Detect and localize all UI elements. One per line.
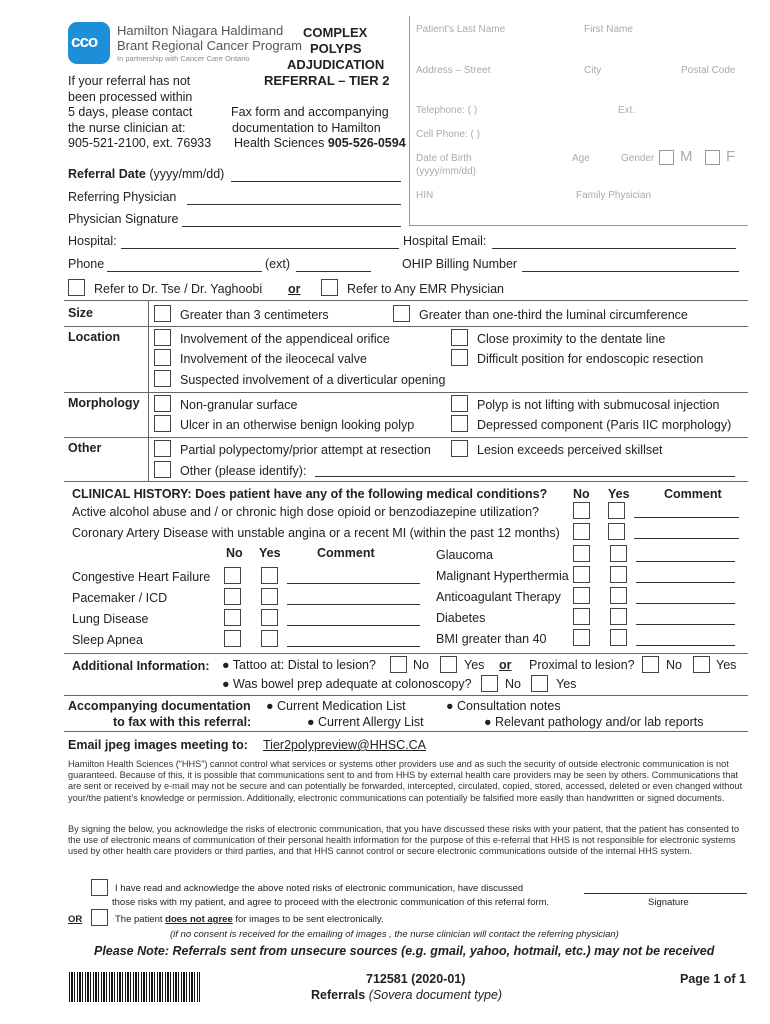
clinical-comment-header: Comment [664,487,722,501]
ohip-input[interactable] [522,271,739,272]
consent-or: OR [68,914,83,925]
q1-comment-input[interactable] [634,517,739,518]
docs-label-1: Accompanying documentation [68,699,251,713]
location-d-label: Difficult position for endoscopic resection [477,352,704,366]
morphology-label: Morphology [68,396,140,410]
lung-no-checkbox[interactable] [224,609,241,626]
ohip-label: OHIP Billing Number [402,257,518,271]
hyperthermia-yes-checkbox[interactable] [610,566,627,583]
hospital-email-input[interactable] [492,248,736,249]
location-b-label: Close proximity to the dentate line [477,332,666,346]
acknowledge-line1: I have read and acknowledge the above noted risks of electronic communication, have discussed [115,883,524,894]
contact-l1: If your referral has not [68,74,191,88]
logo-line2: Brant Regional Cancer Program [117,38,302,53]
clinical-q2: Coronary Artery Disease with unstable angina or a recent MI (within the past 12 months) [72,526,560,540]
anticoagulant-comment-input[interactable] [636,603,735,604]
referral-date-input[interactable] [231,181,401,182]
title-line3: ADJUDICATION [287,57,385,72]
patient-address[interactable]: Address – Street [416,65,491,76]
title-line4: REFERRAL – TIER 2 [264,73,390,88]
location-c-label: Involvement of the ileocecal valve [180,352,367,366]
left-no-header: No [226,546,243,560]
patient-telephone[interactable]: Telephone: ( ) [416,105,478,116]
doc-type-bold: Referrals [311,988,366,1002]
hospital-email-label: Hospital Email: [403,234,487,248]
title-line1: COMPLEX [303,25,368,40]
q2-yes-checkbox[interactable] [608,523,625,540]
logo-line3: In partnership with Cancer Care Ontario [117,54,250,63]
not-agree-pre: The patient [115,914,166,925]
docs-consultation: ● Consultation notes [446,699,561,713]
proximal-yes-label: Yes [716,658,737,672]
form-code: 712581 (2020-01) [366,972,466,986]
disclaimer-electronic: Hamilton Health Sciences (“HHS”) cannot control what services or systems other providers use and as such the security of outside electronic communication is not guaranteed. Because of this, it is possible that communications sent to and from HHS by external health care providers may be seen by others. Communications that are sent or received by e-mail may not be secure and can potentially be forwarded, intercepted, circulated, copied, stored, accessed, deleted or even changed without your/the patient’s knowledge or permission. Additionally, electronic communications can potentially be falsified more easily than handwritten or signed documents. [68,759,743,803]
distal-no-checkbox[interactable] [390,656,407,673]
pacemaker-comment-input[interactable] [287,604,420,605]
refer-emr-label: Refer to Any EMR Physician [347,282,505,296]
cco-logo [68,22,110,64]
not-agree-post: for images to be sent electronically. [232,914,384,925]
doc-type-italic: (Sovera document type) [368,988,503,1002]
document-type [311,988,502,1002]
phone-ext-input[interactable] [296,271,371,272]
bmi-yes-checkbox[interactable] [610,629,627,646]
left-comment-header: Comment [317,546,375,560]
refer-tse-checkbox[interactable] [68,279,85,296]
location-e-label: Suspected involvement of a diverticular opening [180,373,446,387]
contact-l4: the nurse clinician at: [68,120,186,135]
patient-family-physician[interactable]: Family Physician [576,190,652,201]
condition-pacemaker: Pacemaker / ICD [72,591,168,605]
clinical-q1: Active alcohol abuse and / or chronic high dose opioid or benzodiazepine utilization? [72,505,539,519]
phone-ext-label: (ext) [265,257,290,271]
contact-l5: 905-521-2100, ext. 76933 [68,136,212,150]
email-label: Email jpeg images meeting to: [68,738,248,752]
gender-m-label: M [680,148,693,165]
q2-comment-input[interactable] [634,538,739,539]
left-yes-header: Yes [259,546,281,560]
clinical-yes-header: Yes [608,487,630,501]
condition-glaucoma: Glaucoma [436,548,493,562]
condition-chf: Congestive Heart Failure [72,570,211,584]
location-e-checkbox[interactable] [154,370,171,387]
acknowledge-checkbox[interactable] [91,879,108,896]
condition-sleep-apnea: Sleep Apnea [72,633,143,647]
lung-yes-checkbox[interactable] [261,609,278,626]
pacemaker-no-checkbox[interactable] [224,588,241,605]
anticoagulant-yes-checkbox[interactable] [610,587,627,604]
morphology-a-label: Non-granular surface [180,398,298,412]
other-b-checkbox[interactable] [451,440,468,457]
refer-tse-label: Refer to Dr. Tse / Dr. Yaghoobi [94,282,263,296]
proximal-label: Proximal to lesion? [529,658,635,672]
q2-no-checkbox[interactable] [573,523,590,540]
lung-comment-input[interactable] [287,625,420,626]
prep-no-checkbox[interactable] [481,675,498,692]
location-a-label: Involvement of the appendiceal orifice [180,332,390,346]
contact-l3: 5 days, please contact [68,105,193,119]
distal-yes-label: Yes [464,658,485,672]
bmi-no-checkbox[interactable] [573,629,590,646]
proximal-yes-checkbox[interactable] [693,656,710,673]
refer-or: or [288,282,301,296]
prep-yes-checkbox[interactable] [531,675,548,692]
additional-or: or [499,658,512,672]
fax-l1: Fax form and accompanying [231,105,389,119]
sleep-yes-checkbox[interactable] [261,630,278,647]
gender-f-label: F [726,148,736,165]
patient-city[interactable]: City [584,65,602,76]
docs-medication: ● Current Medication List [266,699,406,713]
referral-date-format: (yyyy/mm/dd) [149,167,225,181]
disclaimer-consent: By signing the below, you acknowledge the risks of electronic communication, that you have discussed these risks with your patient, that the patient has consented to the use of electronic means of communication of their personal health information for the purpose of this e-referral that HHS is not responsible for electronic systems used by other health care providers or third parties, and that HHS cannot control or secure electronic communications outside of the internal HHS system. [68,824,740,857]
patient-first-name[interactable]: First Name [584,24,633,35]
hyperthermia-no-checkbox[interactable] [573,566,590,583]
gender-f-checkbox[interactable] [705,150,720,165]
contact-l2: been processed within [68,89,193,104]
location-label: Location [68,330,121,344]
fax-l3: Health Sciences [234,136,325,150]
glaucoma-yes-checkbox[interactable] [610,545,627,562]
hospital-input[interactable] [121,248,399,249]
glaucoma-no-checkbox[interactable] [573,545,590,562]
morphology-c-checkbox[interactable] [154,415,171,432]
hyperthermia-comment-input[interactable] [636,582,735,583]
page-number: Page 1 of 1 [680,972,746,986]
condition-diabetes: Diabetes [436,611,486,625]
patient-cell[interactable]: Cell Phone: ( ) [416,129,480,140]
diabetes-no-checkbox[interactable] [573,608,590,625]
email-address[interactable]: Tier2polypreview@HHSC.CA [263,738,426,752]
physician-signature-label: Physician Signature [68,212,179,226]
refer-emr-checkbox[interactable] [321,279,338,296]
size-a-checkbox[interactable] [154,305,171,322]
chf-no-checkbox[interactable] [224,567,241,584]
chf-comment-input[interactable] [287,583,420,584]
location-d-checkbox[interactable] [451,349,468,366]
clinical-heading: CLINICAL HISTORY: Does patient have any of the following medical conditions? [72,487,548,501]
size-label: Size [68,306,94,320]
patient-postal[interactable]: Postal Code [681,65,736,76]
chf-yes-checkbox[interactable] [261,567,278,584]
barcode [69,972,200,1002]
location-b-checkbox[interactable] [451,329,468,346]
other-label: Other [68,441,102,455]
clinical-no-header: No [573,487,590,501]
divider [64,695,748,696]
divider [64,731,748,732]
prep-yes-label: Yes [556,677,577,691]
other-c-checkbox[interactable] [154,461,171,478]
gender-m-checkbox[interactable] [659,150,674,165]
not-agree-text [115,914,384,925]
patient-age[interactable]: Age [572,153,590,164]
other-a-label: Partial polypectomy/prior attempt at resection [180,443,431,457]
patient-dob-format: (yyyy/mm/dd) [416,166,476,177]
morphology-c-label: Ulcer in an otherwise benign looking polyp [180,418,415,432]
patient-last-name[interactable]: Patient's Last Name [416,24,506,35]
referral-date-field [68,167,224,181]
tattoo-distal-label: ● Tattoo at: Distal to lesion? [222,658,376,672]
signature-input[interactable] [584,893,747,894]
location-a-checkbox[interactable] [154,329,171,346]
referring-physician-label: Referring Physician [68,190,177,204]
acknowledge-line2: those risks with my patient, and agree to proceed with the electronic communication of this referral form. [112,897,550,908]
docs-allergy: ● Current Allergy List [307,715,424,729]
row-divider [64,326,748,327]
condition-hyperthermia: Malignant Hyperthermia [436,569,569,583]
referring-physician-input[interactable] [187,204,401,205]
condition-bmi: BMI greater than 40 [436,632,547,646]
distal-no-label: No [413,658,429,672]
fax-number: 905-526-0594 [327,136,406,150]
size-b-label: Greater than one-third the luminal circumference [419,308,688,322]
row-divider [64,392,748,393]
morphology-b-label: Polyp is not lifting with submucosal injection [477,398,720,412]
pacemaker-yes-checkbox[interactable] [261,588,278,605]
location-c-checkbox[interactable] [154,349,171,366]
unsecure-warning: Please Note: Referrals sent from unsecure sources (e.g. gmail, yahoo, hotmail, etc.) may not be received [94,944,715,958]
morphology-b-checkbox[interactable] [451,395,468,412]
other-a-checkbox[interactable] [154,440,171,457]
glaucoma-comment-input[interactable] [636,561,735,562]
column-divider [148,300,149,482]
q1-no-checkbox[interactable] [573,502,590,519]
anticoagulant-no-checkbox[interactable] [573,587,590,604]
docs-label-2: to fax with this referral: [113,715,252,729]
contact-block [68,74,211,152]
not-agree-checkbox[interactable] [91,909,108,926]
sleep-comment-input[interactable] [287,646,420,647]
sleep-no-checkbox[interactable] [224,630,241,647]
title-line2: POLYPS [310,41,362,56]
bmi-comment-input[interactable] [636,645,735,646]
fax-block [231,105,406,152]
size-a-label: Greater than 3 centimeters [180,308,329,322]
condition-lung: Lung Disease [72,612,149,626]
phone-label: Phone [68,257,105,271]
bowel-prep-label: ● Was bowel prep adequate at colonoscopy? [222,677,472,691]
other-b-label: Lesion exceeds perceived skillset [477,443,663,457]
logo-line1: Hamilton Niagara Haldimand [117,23,284,38]
patient-dob[interactable]: Date of Birth [416,153,472,164]
prep-no-label: No [505,677,521,691]
physician-signature-input[interactable] [182,226,401,227]
hospital-label: Hospital: [68,234,117,248]
signature-label: Signature [648,897,689,908]
size-b-checkbox[interactable] [393,305,410,322]
morphology-d-checkbox[interactable] [451,415,468,432]
phone-input[interactable] [107,271,262,272]
condition-anticoagulant: Anticoagulant Therapy [436,590,561,604]
q1-yes-checkbox[interactable] [608,502,625,519]
divider [64,653,748,654]
logo-mark: cco [71,32,98,51]
distal-yes-checkbox[interactable] [440,656,457,673]
referral-date-label: Referral Date [68,167,146,181]
diabetes-yes-checkbox[interactable] [610,608,627,625]
row-divider [64,437,748,438]
patient-hin[interactable]: HIN [416,190,434,201]
proximal-no-label: No [666,658,682,672]
patient-gender: Gender [621,153,655,164]
additional-label: Additional Information: [72,659,210,673]
patient-ext[interactable]: Ext. [618,105,636,116]
morphology-a-checkbox[interactable] [154,395,171,412]
other-c-label: Other (please identify): [180,464,307,478]
not-agree-emph: does not agree [165,914,233,925]
no-consent-note: (if no consent is received for the emailing of images , the nurse clinician will contact the referring physician) [170,929,619,940]
diabetes-comment-input[interactable] [636,624,735,625]
proximal-no-checkbox[interactable] [642,656,659,673]
fax-l2: documentation to Hamilton [232,120,381,135]
morphology-d-label: Depressed component (Paris IIC morphology) [477,418,732,432]
other-identify-input[interactable] [315,476,735,477]
docs-pathology: ● Relevant pathology and/or lab reports [484,715,704,729]
